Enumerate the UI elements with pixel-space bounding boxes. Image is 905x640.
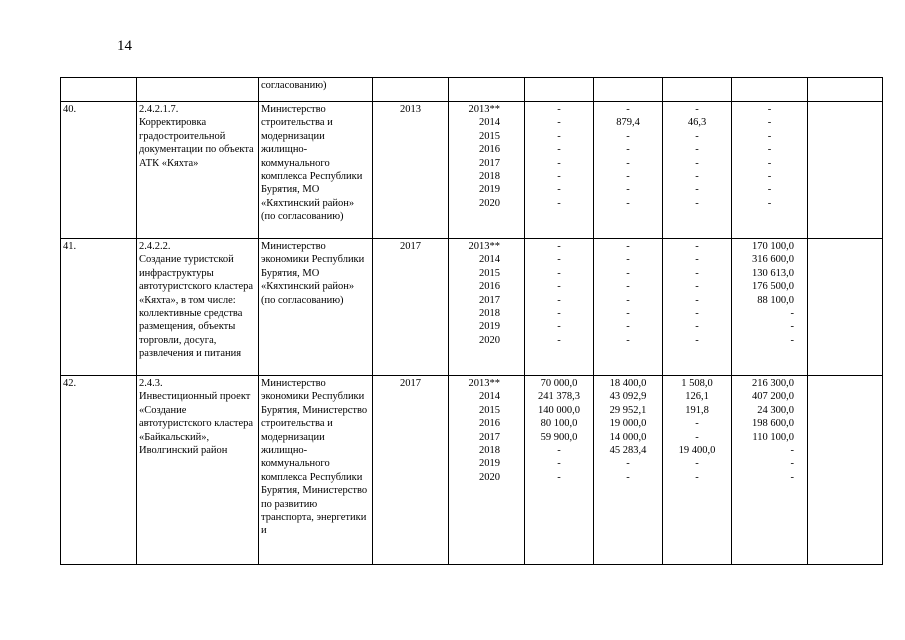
cell-col3: 1 508,0 126,1 191,8 - - 19 400,0 - - [663,376,732,565]
cell-start [373,78,449,102]
cell-col1: - - - - - - - - [525,239,594,376]
cell-start: 2013 [373,102,449,239]
cell-col3: - 46,3 - - - - - - [663,102,732,239]
cell-col4 [732,78,808,102]
cell-name: 2.4.2.1.7. Корректировка градостроительной документации по объекта АТК «Кяхта» [137,102,259,239]
cell-no: 42. [61,376,137,565]
table-row [61,239,883,376]
table-row [61,78,883,102]
cell-executor: Министерство экономики Республики Бурятия, МО «Кяхтинский район» (по согласованию) [259,239,373,376]
cell-col2: - 879,4 - - - - - - [594,102,663,239]
cell-years: 2013** 2014 2015 2016 2017 2018 2019 2020 [449,239,525,376]
cell-no: 41. [61,239,137,376]
cell-col2: - - - - - - - - [594,239,663,376]
cell-executor: Министерство строительства и модернизации жилищно-коммунального комплекса Республики Бурятия, МО «Кяхтинский район» (по согласованию) [259,102,373,239]
cell-col5 [808,376,883,565]
cell-col5 [808,239,883,376]
cell-col4: 216 300,0 407 200,0 24 300,0 198 600,0 110 100,0 - - - [732,376,808,565]
cell-start: 2017 [373,239,449,376]
cell-col4: 170 100,0 316 600,0 130 613,0 176 500,0 88 100,0 - - - [732,239,808,376]
cell-col2 [594,78,663,102]
cell-col4: - - - - - - - - [732,102,808,239]
cell-col1 [525,78,594,102]
cell-years [449,78,525,102]
cell-years: 2013** 2014 2015 2016 2017 2018 2019 2020 [449,376,525,565]
cell-no: 40. [61,102,137,239]
page-number: 14 [117,38,132,54]
cell-executor: согласованию) [259,78,373,102]
cell-col2: 18 400,0 43 092,9 29 952,1 19 000,0 14 000,0 45 283,4 - - [594,376,663,565]
table-row [61,102,883,239]
cell-no [61,78,137,102]
cell-executor: Министерство экономики Республики Бурятия, Министерство строительства и модернизации жилищно-коммунального комплекса Республики Бурятия, Министерство по развитию транспорта, энергетики и [259,376,373,565]
cell-col1: 70 000,0 241 378,3 140 000,0 80 100,0 59 900,0 - - - [525,376,594,565]
cell-col3 [663,78,732,102]
program-measures-table [60,77,883,565]
table-row [61,376,883,565]
cell-col1: - - - - - - - - [525,102,594,239]
cell-col5 [808,102,883,239]
cell-col3: - - - - - - - - [663,239,732,376]
cell-col5 [808,78,883,102]
cell-name: 2.4.2.2. Создание туристской инфраструктуры автотуристского кластера «Кяхта», в том числе: коллективные средства размещения, объекты торговли, досуга, развлечения и питания [137,239,259,376]
cell-start: 2017 [373,376,449,565]
cell-name [137,78,259,102]
cell-name: 2.4.3. Инвестиционный проект «Создание автотуристского кластера «Байкальский», Иволгинский район [137,376,259,565]
cell-years: 2013** 2014 2015 2016 2017 2018 2019 2020 [449,102,525,239]
